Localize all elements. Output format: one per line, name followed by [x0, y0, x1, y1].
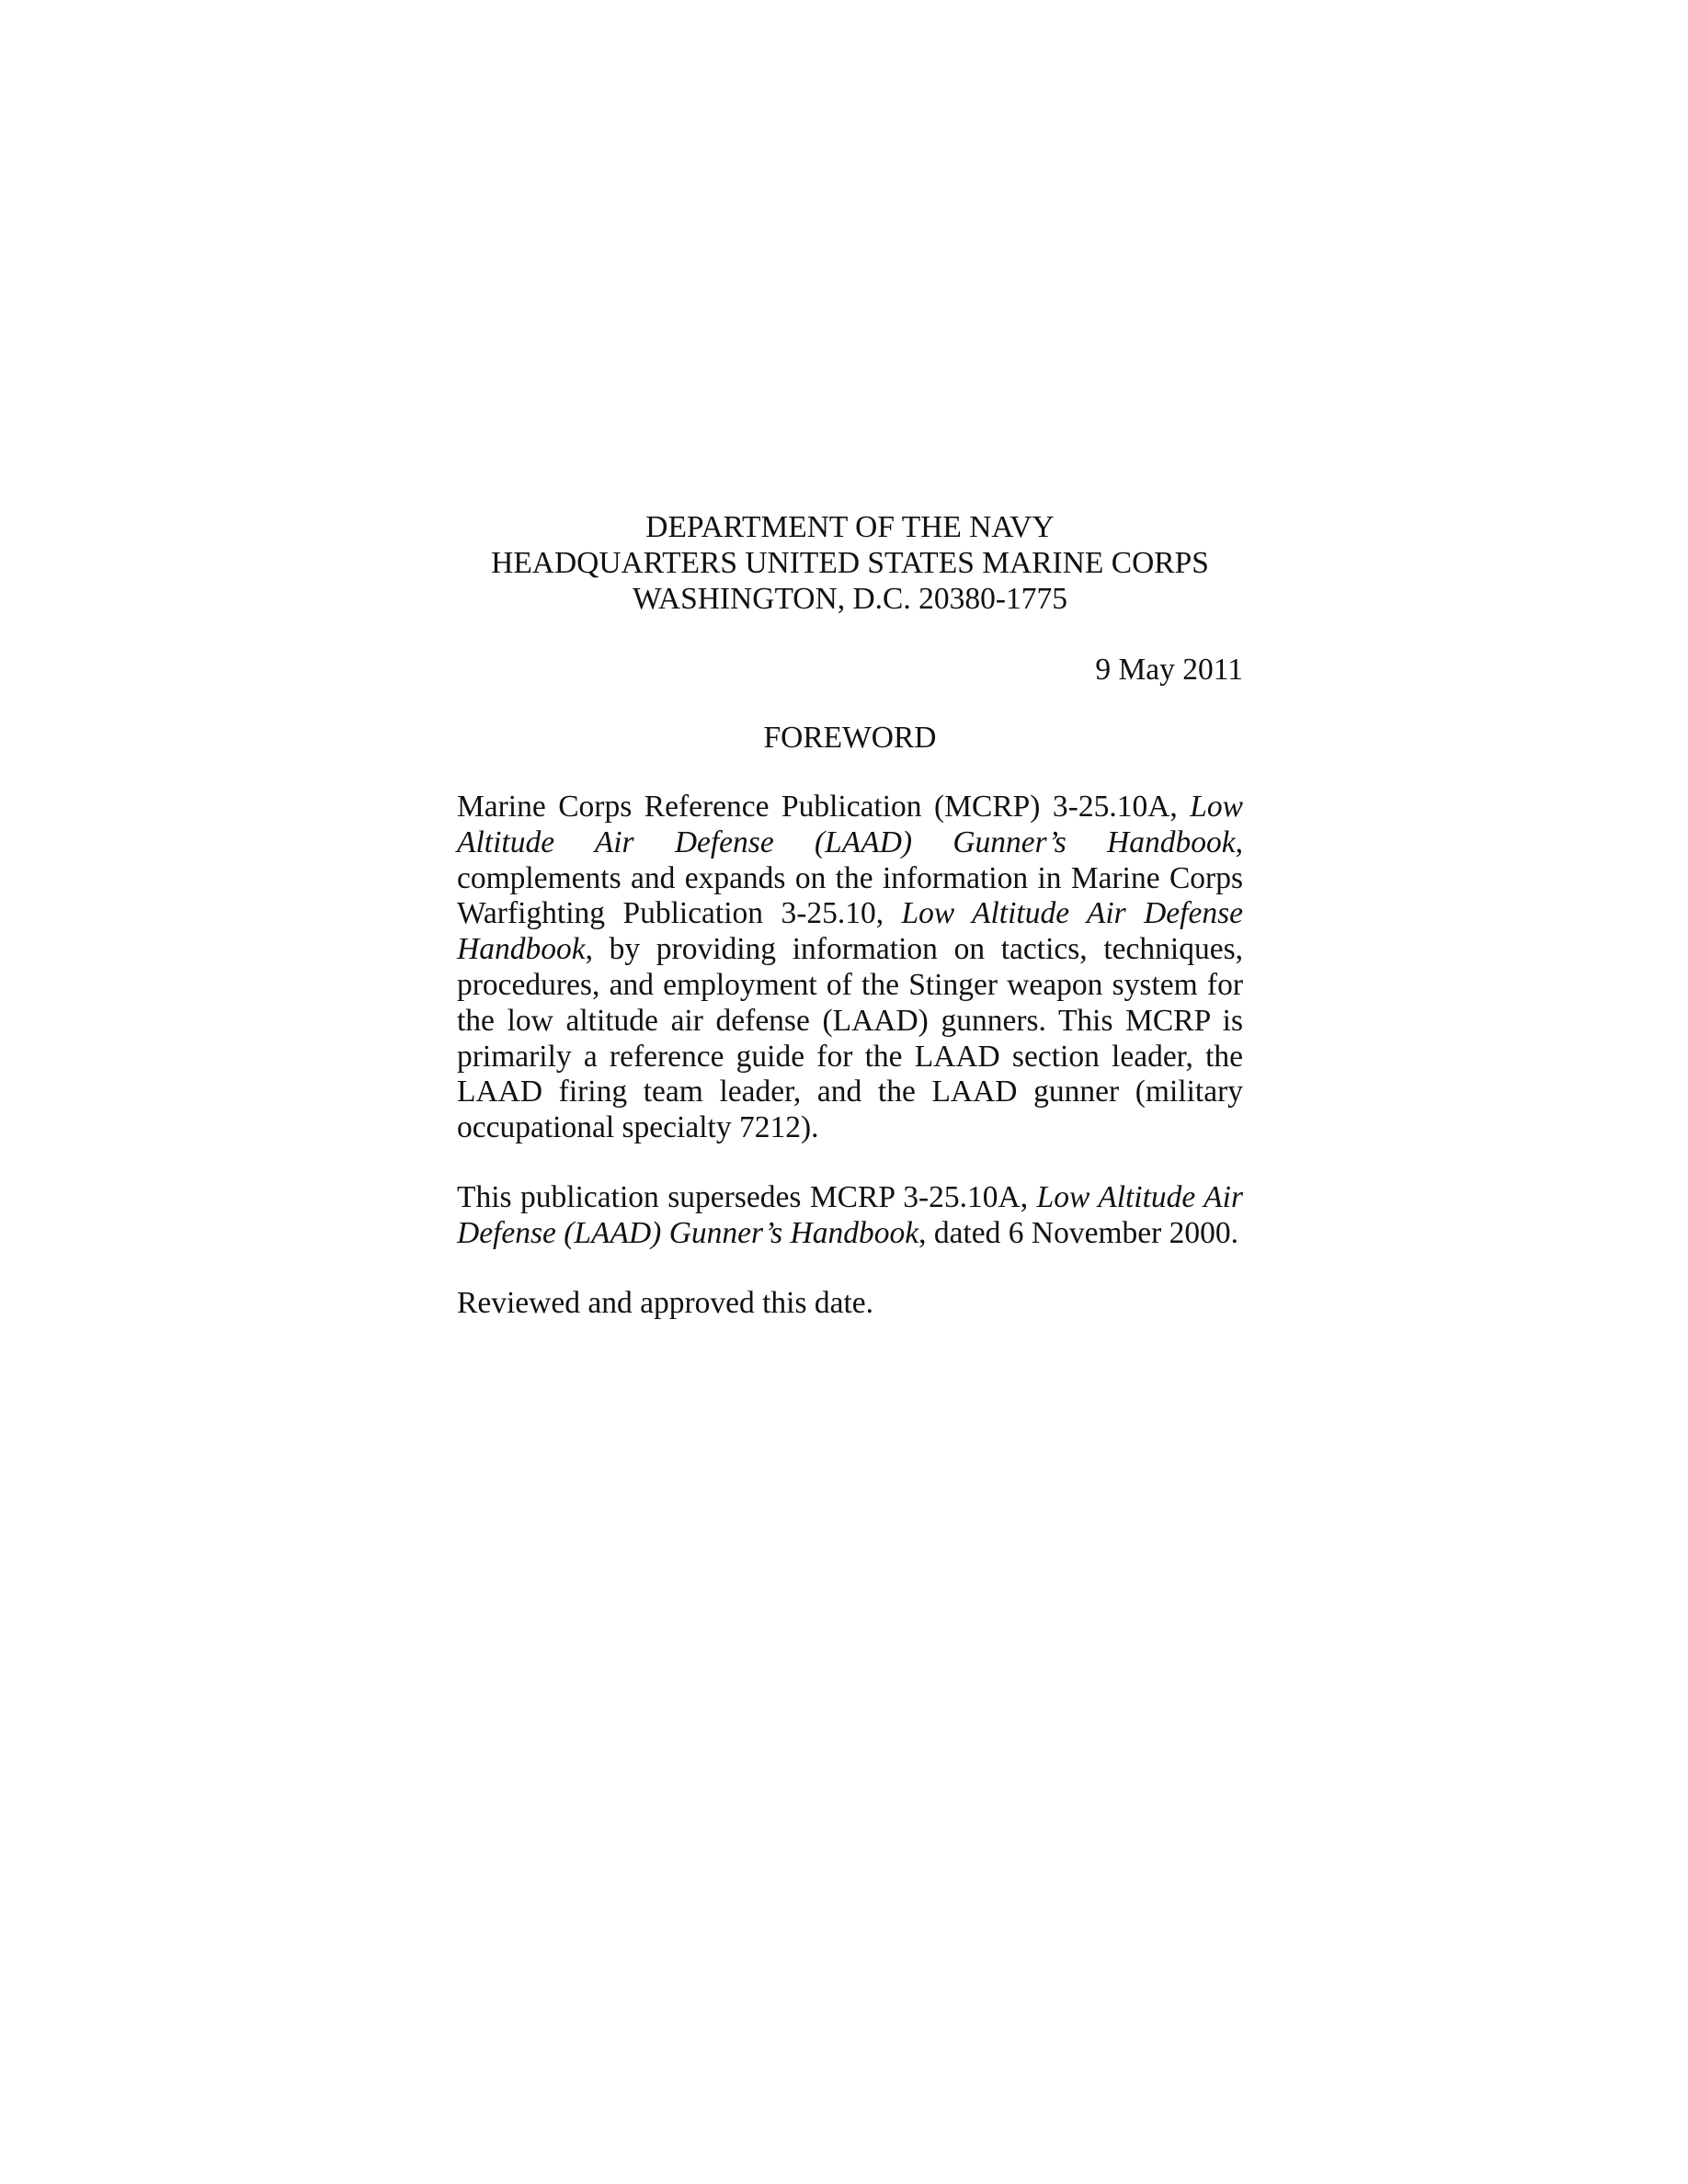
letterhead: [457, 510, 1243, 617]
paragraph-2-text-b: , dated 6 November 2000.: [918, 1215, 1239, 1250]
paragraph-1-text-b: , complements and expands on the information in Marine Corps Warfighting Publication 3-25.10,: [457, 825, 1243, 931]
foreword-paragraph-1: [457, 790, 1243, 1146]
letterhead-department: DEPARTMENT OF THE NAVY: [645, 510, 1055, 544]
paragraph-1-text-a: Marine Corps Reference Publication (MCRP) 3-25.10A,: [457, 789, 1191, 824]
foreword-paragraph-3: Reviewed and approved this date.: [457, 1285, 874, 1320]
publication-title-laad-handbook: Low Altitude Air Defense Handbook: [457, 896, 1244, 967]
paragraph-2-text-a: This publication supersedes MCRP 3-25.10A,: [457, 1179, 1037, 1214]
document-date: 9 May 2011: [1095, 653, 1243, 688]
paragraph-1-text-c: , by providing information on tactics, techniques, procedures, and employment of the Stinger weapon system for the low altitude air defense (LAAD) gunners. This MCRP is primarily a reference guide for the LAAD section leader, the LAAD firing team leader, and the LAAD gunner (military occupational specialty 7212).: [457, 932, 1243, 1145]
letterhead-address: WASHINGTON, D.C. 20380-1775: [632, 581, 1068, 616]
foreword-text-block: [457, 510, 1243, 1321]
page-title: FOREWORD: [763, 721, 937, 756]
foreword-paragraph-2: [457, 1180, 1243, 1252]
letterhead-headquarters: HEADQUARTERS UNITED STATES MARINE CORPS: [491, 545, 1209, 580]
publication-title-gunners-handbook: Low Altitude Air Defense (LAAD) Gunner’s Handbook: [457, 789, 1243, 859]
publication-title-superseded: Low Altitude Air Defense (LAAD) Gunner’s Handbook: [457, 1179, 1243, 1250]
